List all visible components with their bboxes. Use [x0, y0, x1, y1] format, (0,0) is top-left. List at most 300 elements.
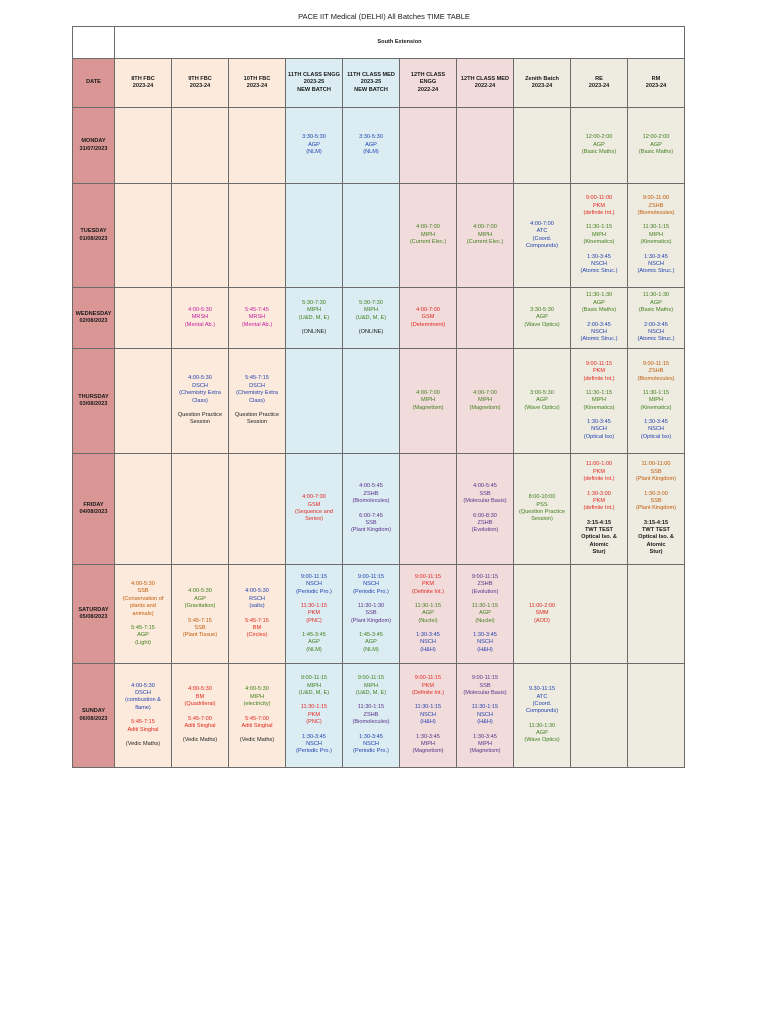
class-entry [573, 292, 625, 314]
schedule-cell [172, 349, 229, 454]
date-column-header: DATE [73, 59, 115, 108]
text-line: (ONLINE) [358, 328, 384, 335]
text-line: (Evolution) [471, 527, 499, 534]
text-line: (Vedic Maths) [239, 737, 275, 744]
text-line: MIPH [421, 397, 435, 404]
class-entry [174, 618, 226, 640]
schedule-cell [172, 184, 229, 288]
text-line: (Biomolecules) [637, 210, 675, 217]
text-line: 1:30-3:00 [644, 490, 668, 497]
text-line: ZSHB [648, 202, 664, 209]
text-line: Question Practice [234, 411, 280, 418]
text-line: (Plant Kingdom) [635, 505, 677, 512]
text-line: 5:45-7:45 [245, 306, 269, 313]
class-entry [459, 675, 511, 697]
text-line: (NLM) [363, 149, 379, 156]
class-entry [630, 134, 682, 156]
text-line: AGP [137, 632, 149, 639]
class-entry [573, 224, 625, 246]
class-entry [288, 329, 340, 336]
day-row [73, 349, 685, 454]
text-line: (Magnetism) [412, 404, 444, 411]
text-line: Stur) [649, 549, 663, 556]
text-line: TWT TEST [585, 527, 613, 534]
class-entry [402, 675, 454, 697]
text-line: 4:00-5:45 [359, 483, 383, 490]
text-line: 10TH FBC [243, 75, 271, 82]
class-entry [459, 632, 511, 654]
text-line: (Definite Int.) [411, 588, 445, 595]
text-line: NSCH [591, 260, 607, 267]
text-line: MIPH [649, 397, 663, 404]
text-line: NSCH [363, 740, 379, 747]
text-line: AGP [536, 397, 548, 404]
text-line: (Wave Optics) [524, 737, 560, 744]
class-entry [573, 520, 625, 557]
text-line: SSB [365, 519, 377, 526]
schedule-cell [343, 288, 400, 349]
text-line: ZSHB [648, 368, 664, 375]
text-line: AGP [650, 141, 662, 148]
text-line: 3:30-5:30 [359, 134, 383, 141]
day-cell [73, 108, 115, 184]
class-entry [345, 134, 397, 156]
text-line: 11:30-1:15 [414, 704, 442, 711]
schedule-cell [343, 184, 400, 288]
text-line: 06/08/2023 [79, 715, 108, 722]
text-line: 3:15-4:15 [643, 519, 669, 526]
text-line: AGP [308, 141, 320, 148]
text-line: 1:30-3:45 [473, 632, 497, 639]
day-row [73, 288, 685, 349]
text-line: PKM [307, 711, 321, 718]
schedule-cell [457, 664, 514, 768]
text-line: (Nuclei) [475, 617, 495, 624]
text-line: SSB [479, 490, 491, 497]
text-line: NSCH [306, 581, 322, 588]
text-line: AGP [308, 639, 320, 646]
text-line: AGP [536, 314, 548, 321]
text-line: 9:00-11:15 [642, 360, 670, 367]
text-line: 12TH CLASS MED [460, 75, 510, 82]
text-line: 11TH CLASS ENGG [288, 71, 340, 78]
text-line: 5:45-7:15 [131, 624, 155, 631]
text-line: MIPH [364, 682, 378, 689]
text-line: (NLM) [306, 149, 322, 156]
day-cell [73, 349, 115, 454]
text-line: 2022-24 [417, 86, 439, 93]
class-entry [288, 134, 340, 156]
text-line: MIPH [592, 397, 606, 404]
text-line: (Wave Optics) [524, 321, 560, 328]
text-line: 4:00-5:30 [188, 686, 212, 693]
schedule-cell [115, 108, 172, 184]
text-line: AGP [650, 299, 662, 306]
text-line: Zenith Batch [525, 75, 559, 82]
text-line: (Gravitation) [184, 603, 216, 610]
class-entry [345, 704, 397, 726]
text-line: 4:00-5:30 [245, 588, 269, 595]
class-entry [174, 737, 226, 744]
text-line: 5:45-7:15 [131, 719, 155, 726]
text-line: 4:00-5:30 [245, 686, 269, 693]
class-entry [345, 675, 397, 697]
day-cell [73, 184, 115, 288]
text-line: 04/08/2023 [79, 509, 108, 515]
text-line: (Vedic Maths) [125, 740, 161, 747]
batch-header [571, 59, 628, 108]
text-line: (Sequence and Series) [295, 509, 333, 523]
schedule-cell [628, 184, 685, 288]
text-line: plants and [130, 603, 156, 610]
text-line: NSCH [591, 426, 607, 433]
text-line: 02/08/2023 [79, 318, 108, 324]
text-line: (U&D, M, E) [355, 314, 387, 321]
schedule-cell [457, 184, 514, 288]
class-entry [402, 734, 454, 756]
text-line: 9:00-11:00 [642, 195, 670, 202]
text-line: 4:00-7:00 [473, 389, 497, 396]
text-line: SSB [479, 682, 491, 689]
class-entry [174, 716, 226, 731]
text-line: 4:00-5:30 [131, 581, 155, 587]
class-entry [516, 307, 568, 329]
class-entry [573, 322, 625, 344]
class-entry [573, 134, 625, 156]
text-line: PKM [592, 468, 606, 475]
text-line: SSB [365, 610, 377, 617]
schedule-cell [172, 664, 229, 768]
class-entry [117, 683, 169, 713]
class-entry [459, 574, 511, 596]
class-entry [630, 491, 682, 513]
class-entry [174, 307, 226, 329]
text-line: (H&H) [420, 646, 436, 653]
text-line: (Chemistry Extra [236, 390, 278, 397]
text-line: 11:30-1:15 [642, 224, 670, 231]
text-line: SSB [194, 624, 206, 631]
text-line: RSCH [249, 595, 265, 602]
text-line: (Light) [135, 639, 151, 646]
schedule-cell [115, 664, 172, 768]
text-line: 11:30-1:30 [528, 722, 556, 729]
text-line: RM [651, 75, 661, 82]
text-line: AGP [479, 610, 491, 617]
text-line: 2023-25 [303, 79, 325, 86]
text-line: (NLM) [363, 646, 379, 653]
class-entry [459, 513, 511, 535]
day-row [73, 454, 685, 565]
class-entry [630, 254, 682, 276]
class-entry [117, 719, 169, 734]
class-entry [288, 494, 340, 524]
text-line: MIPH [649, 231, 663, 238]
class-entry [573, 491, 625, 513]
text-line: 11:30-1:30 [585, 292, 613, 299]
text-line: (Circles) [246, 632, 268, 639]
text-line: MIPH [478, 397, 492, 404]
text-line: 2023-24 [132, 83, 154, 89]
class-entry [345, 574, 397, 596]
text-line: Aditi Singhal [241, 722, 273, 729]
batch-header [457, 59, 514, 108]
text-line: 5:45-7:15 [245, 375, 269, 382]
schedule-cell [400, 108, 457, 184]
text-line: (Molecular Basis) [463, 690, 507, 697]
class-entry [573, 390, 625, 412]
schedule-cell [514, 108, 571, 184]
text-line: (PNC) [306, 617, 322, 624]
document-title: PACE IIT Medical (DELHI) All Batches TIME TABLE [298, 12, 470, 21]
schedule-cell [571, 288, 628, 349]
text-line: 1:30-3:45 [587, 419, 611, 426]
text-line: (Biomolecules) [637, 375, 675, 382]
batch-header [286, 59, 343, 108]
class-entry [459, 704, 511, 726]
text-line: Class) [192, 397, 208, 404]
class-entry [630, 461, 682, 483]
batch-header [343, 59, 400, 108]
text-line: (Nuclei) [418, 617, 438, 624]
class-entry [117, 581, 169, 618]
text-line: 2023-25 [360, 79, 382, 86]
text-line: (definite Int.) [583, 375, 615, 382]
text-line: WEDNESDAY [75, 310, 112, 317]
schedule-cell [229, 288, 286, 349]
text-line: (Kinematics) [640, 239, 672, 246]
schedule-cell [457, 454, 514, 565]
class-entry [459, 483, 511, 505]
class-entry [288, 300, 340, 322]
text-line: MRSH [248, 314, 266, 321]
class-entry [345, 329, 397, 336]
text-line: 03/08/2023 [79, 401, 108, 407]
schedule-cell [571, 184, 628, 288]
class-entry [402, 574, 454, 596]
text-line: AGP [422, 610, 434, 617]
text-line: 12:00-2:00 [585, 134, 613, 141]
day-row [73, 565, 685, 664]
class-entry [288, 603, 340, 625]
text-line: MIPH [307, 307, 321, 314]
schedule-cell [343, 349, 400, 454]
text-line: 11TH CLASS MED [347, 71, 395, 78]
text-line: 2:00-3:45 [644, 321, 668, 328]
text-line: (Plant Kingdom) [635, 476, 677, 483]
schedule-cell [400, 288, 457, 349]
text-line: SMM [535, 610, 549, 617]
text-line: MIPH [421, 231, 435, 238]
text-line: 1:30-3:45 [644, 253, 668, 260]
text-line: (U&D, M, E) [298, 314, 330, 321]
schedule-cell [514, 288, 571, 349]
text-line: 1:30-3:45 [416, 733, 440, 740]
day-row [73, 108, 685, 184]
class-entry [516, 603, 568, 625]
text-line: Compounds) [525, 708, 559, 715]
batch-header [400, 59, 457, 108]
class-entry [345, 603, 397, 625]
class-entry [345, 513, 397, 535]
text-line: 5:45-7:00 [245, 715, 269, 722]
text-line: 2023-24 [588, 83, 610, 89]
text-line: 11:30-1:15 [357, 704, 385, 711]
text-line: 9:00-11:15 [300, 573, 328, 580]
text-line: Session [247, 419, 267, 426]
schedule-cell [571, 454, 628, 565]
text-line: (Basic Maths) [638, 149, 674, 156]
text-line: 2023-24 [189, 83, 211, 89]
text-line: MIPH [478, 231, 492, 238]
text-line: 2:00-3:45 [587, 321, 611, 328]
text-line: MIPH [307, 682, 321, 689]
class-entry [345, 632, 397, 654]
text-line: (Vedic Maths) [182, 737, 218, 744]
text-line: Compounds) [525, 242, 559, 249]
text-line: 3:15-4:15 [586, 519, 612, 526]
text-line: 1:30-3:45 [302, 733, 326, 740]
class-entry [516, 723, 568, 745]
text-line: (definite Int.) [583, 210, 615, 217]
text-line: 4:00-7:00 [416, 389, 440, 396]
text-line: (definite Int.) [583, 505, 615, 512]
class-entry [630, 224, 682, 246]
schedule-cell [229, 349, 286, 454]
class-entry [630, 322, 682, 344]
text-line: (Biomolecules) [352, 719, 390, 726]
text-line: TWT TEST [642, 527, 670, 534]
class-entry [630, 390, 682, 412]
schedule-cell [343, 108, 400, 184]
text-line: (H&H) [420, 719, 436, 726]
schedule-cell [172, 565, 229, 664]
schedule-cell [571, 108, 628, 184]
class-entry [174, 375, 226, 405]
text-line: 11:00-1:00 [585, 461, 613, 468]
text-line: NEW BATCH [297, 86, 331, 93]
batch-header [229, 59, 286, 108]
class-entry [231, 588, 283, 610]
text-line: MONDAY [81, 138, 106, 145]
text-line: (Evolution) [471, 588, 499, 595]
text-line: (Determinent) [410, 321, 446, 328]
text-line: (Atomic Struc.) [580, 268, 618, 275]
text-line: NSCH [420, 639, 436, 646]
schedule-cell [115, 349, 172, 454]
text-line: NSCH [363, 581, 379, 588]
text-line: SSB [650, 468, 662, 475]
class-entry [174, 686, 226, 708]
text-line: 1:45-3:45 [302, 632, 326, 639]
text-line: 9:00-11:15 [414, 573, 442, 580]
text-line: 2022-24 [474, 83, 496, 89]
text-line: (Biomolecules) [352, 498, 390, 505]
schedule-cell [286, 454, 343, 565]
text-line: NSCH [306, 740, 322, 747]
text-line: 1:30-3:45 [473, 733, 497, 740]
schedule-cell [286, 108, 343, 184]
class-entry [345, 734, 397, 756]
text-line: (Plant Kingdom) [350, 527, 392, 534]
text-line: animals) [132, 610, 154, 617]
text-line: 11:30-1:15 [300, 602, 328, 609]
text-line: 5:45-7:15 [245, 617, 269, 624]
text-line: 5:30-7:30 [359, 299, 383, 306]
text-line: 6:00-7:45 [359, 512, 383, 519]
text-line: (Wave Optics) [524, 404, 560, 411]
schedule-cell [628, 565, 685, 664]
text-line: SSB [650, 497, 662, 504]
text-line: NSCH [648, 328, 664, 335]
text-line: 4:00-7:00 [416, 306, 440, 313]
text-line: (Periodic Pro.) [353, 748, 389, 755]
text-line: MIPH [421, 740, 435, 747]
schedule-cell [514, 565, 571, 664]
text-line: (ONLINE) [301, 328, 327, 335]
text-line: 12TH CLASS ENGG [410, 71, 446, 86]
text-line: 3:00-5:30 [530, 389, 554, 396]
text-line: (Current Elec.) [466, 239, 504, 246]
text-line: 4:00-7:00 [302, 494, 326, 501]
schedule-cell [286, 664, 343, 768]
text-line: 11:30-1:15 [585, 224, 613, 231]
text-line: (Periodic Pro.) [353, 588, 389, 595]
text-line: PKM [592, 202, 606, 209]
text-line: (Conservation of [122, 595, 164, 602]
schedule-cell [286, 288, 343, 349]
class-entry [459, 603, 511, 625]
batch-header [172, 59, 229, 108]
text-line: (Optical Iso) [640, 433, 672, 440]
class-entry [345, 483, 397, 505]
day-cell [73, 664, 115, 768]
text-line: GSM [307, 501, 321, 508]
text-line: 9:00-11:15 [357, 573, 385, 580]
text-line: MRSH [191, 314, 209, 321]
class-entry [573, 254, 625, 276]
text-line: ZSHB [477, 581, 493, 588]
text-line: ZSHB [477, 519, 493, 526]
schedule-cell [343, 454, 400, 565]
class-entry [231, 618, 283, 640]
class-entry [459, 224, 511, 246]
text-line: ATC [536, 228, 548, 235]
text-line: 9:00-11:00 [585, 195, 613, 202]
class-entry [630, 520, 682, 557]
text-line: BM [252, 624, 262, 631]
schedule-cell [343, 565, 400, 664]
class-entry [516, 390, 568, 412]
text-line: (Chemistry Extra [179, 390, 221, 397]
schedule-cell [457, 349, 514, 454]
class-entry [402, 632, 454, 654]
schedule-cell [229, 664, 286, 768]
text-line: 9:00-11:15 [471, 675, 499, 682]
text-line: 11:30-1:15 [300, 704, 328, 711]
text-line: AGP [365, 141, 377, 148]
text-line: 11:30-1:15 [642, 389, 670, 396]
text-line: 8TH FBC [131, 75, 155, 82]
class-entry [117, 741, 169, 748]
text-line: 5:45-7:00 [188, 715, 212, 722]
schedule-cell [628, 454, 685, 565]
region-header: South Extension [115, 27, 685, 59]
text-line: 11:30-1:15 [471, 602, 499, 609]
text-line: 1:45-3:45 [359, 632, 383, 639]
text-line: (electricity) [243, 701, 271, 708]
class-entry [459, 734, 511, 756]
class-entry [573, 461, 625, 483]
